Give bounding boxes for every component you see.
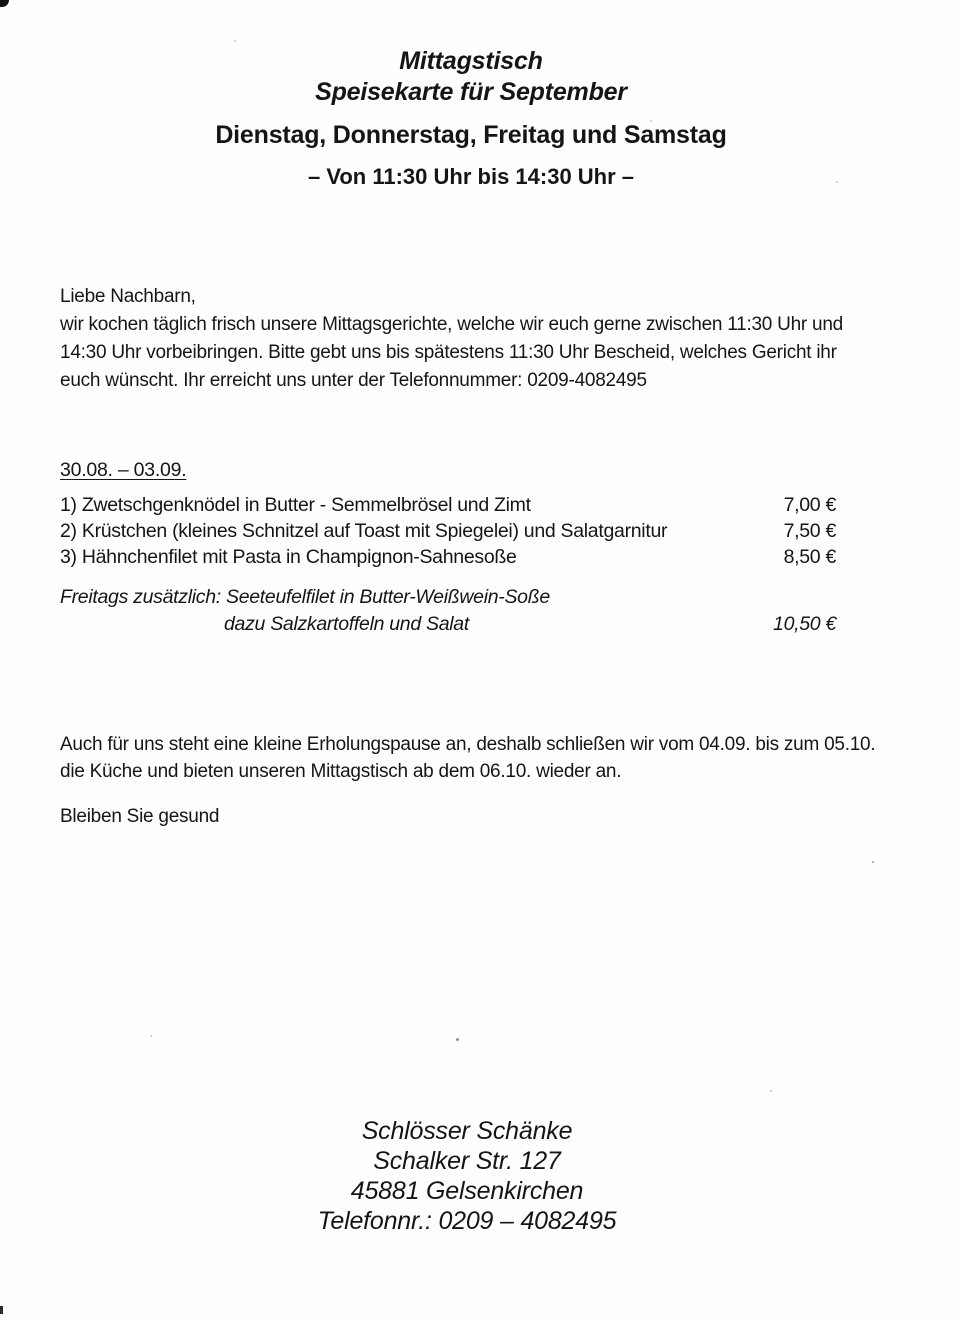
week-range-heading: 30.08. – 03.09. [60,459,187,481]
intro-paragraph [60,283,892,395]
menu-item-row [60,544,836,570]
service-hours: – Von 11:30 Uhr bis 14:30 Uhr – [307,164,635,189]
menu-item-label: 3) Hähnchenfilet mit Pasta in Champignon-Sahnesoße [60,546,517,568]
document-header [0,46,960,191]
friday-special-row2 [60,611,836,637]
menu-item-price: 7,00 € [783,494,836,516]
page-subtitle: Speisekarte für September [315,78,627,106]
scan-artifact-edge [0,1306,3,1314]
menu-item-label: 1) Zwetschgenknödel in Butter - Semmelbrösel und Zimt [60,494,531,516]
intro-line: Liebe Nachbarn, [60,286,196,307]
scan-artifact-corner [0,0,9,7]
scan-speck [872,861,874,863]
menu-item-price: 7,50 € [783,520,836,542]
menu-item-row [60,492,836,518]
city-address: 45881 Gelsenkirchen [350,1177,584,1205]
notice-line: die Küche und bieten unseren Mittagstisch ab dem 06.10. wieder an. [60,761,622,782]
menu-item-price: 8,50 € [783,546,836,568]
page-title: Mittagstisch [399,47,543,75]
friday-special [60,584,836,637]
notice-line: Auch für uns steht eine kleine Erholungspause an, deshalb schließen wir vom 04.09. bis zum 05.10. [60,734,876,755]
friday-special-price: 10,50 € [773,613,836,635]
service-days: Dienstag, Donnerstag, Freitag und Samstag [215,121,727,149]
scan-speck [770,1090,772,1092]
closure-notice [60,731,902,785]
friday-special-line2: dazu Salzkartoffeln und Salat [224,613,469,635]
intro-line: wir kochen täglich frisch unsere Mittagsgerichte, welche wir euch gerne zwischen 11:30 Uhr und [60,314,843,335]
business-name: Schlösser Schänke [361,1117,573,1145]
intro-line: euch wünscht. Ihr erreicht uns unter der Telefonnummer: 0209-4082495 [60,370,647,391]
phone-number: Telefonnr.: 0209 – 4082495 [317,1207,617,1235]
street-address: Schalker Str. 127 [373,1147,561,1175]
closing-wish: Bleiben Sie gesund [60,806,220,827]
footer-address-block [0,1116,960,1236]
scan-speck [456,1038,459,1041]
menu-item-label: 2) Krüstchen (kleines Schnitzel auf Toast mit Spiegelei) und Salatgarnitur [60,520,668,542]
scan-speck [150,1035,152,1037]
friday-special-line1: Freitags zusätzlich: Seeteufelfilet in Butter-Weißwein-Soße [60,586,550,608]
intro-line: 14:30 Uhr vorbeibringen. Bitte gebt uns bis spätestens 11:30 Uhr Bescheid, welches Gericht ihr [60,342,837,363]
scan-speck [234,40,236,42]
menu-item-row [60,518,836,544]
menu-list [60,492,836,570]
